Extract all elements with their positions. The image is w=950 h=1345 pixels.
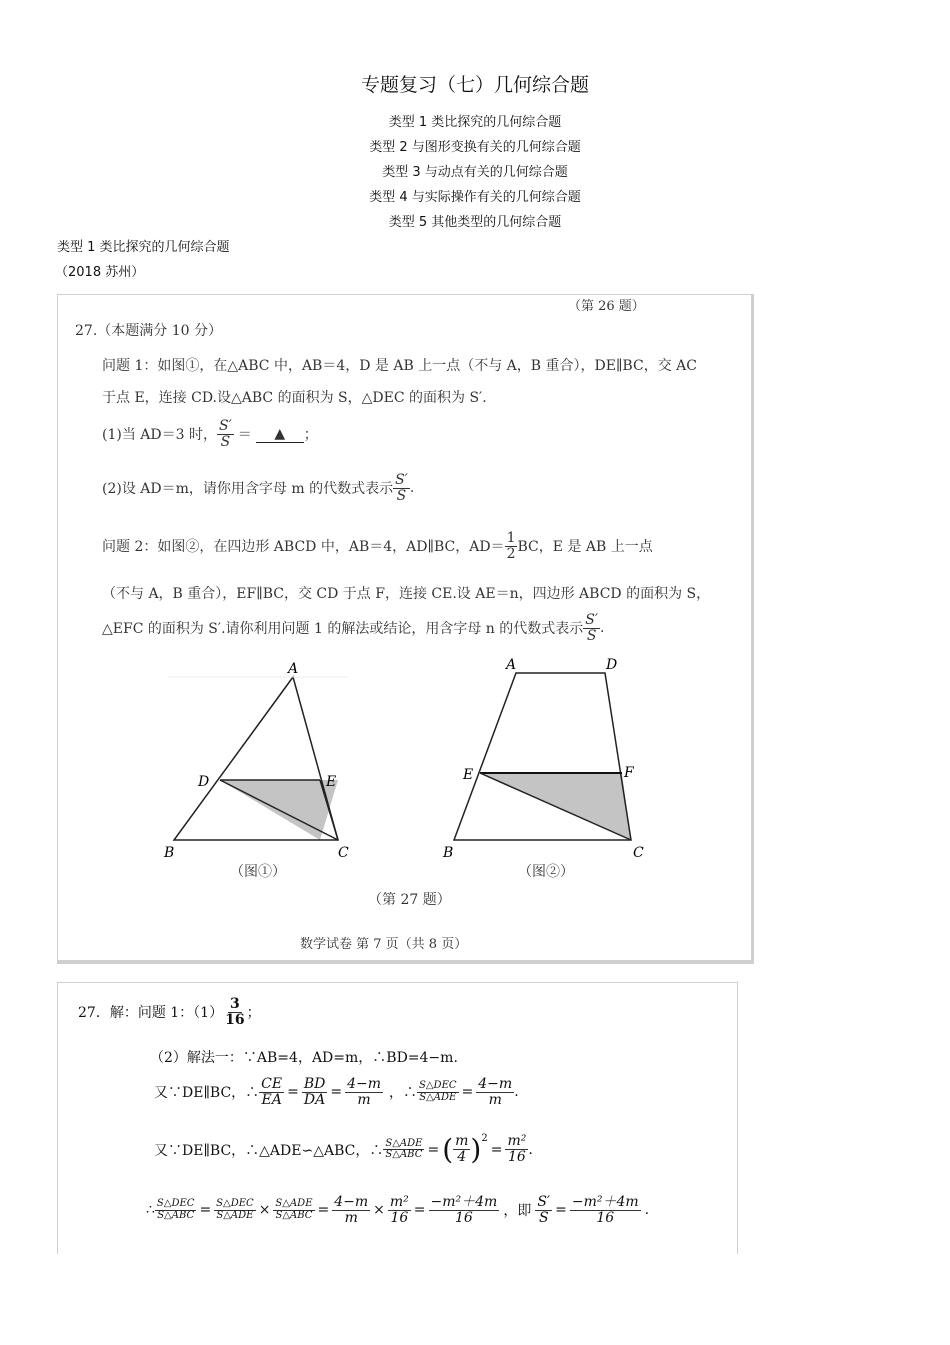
sprime-over-s: [535, 1195, 552, 1225]
denominator: EA: [261, 1091, 282, 1108]
p2-text-b: BC，E 是 AB 上一点: [517, 539, 653, 556]
m-over-4: [453, 1134, 470, 1164]
question-header: 27.（本题满分 10 分）: [75, 323, 222, 339]
toc-item-4: 类型 4 与实际操作有关的几何综合题: [369, 190, 581, 205]
solution-line-4: [154, 1133, 533, 1166]
equals: =: [413, 1202, 426, 1219]
page-footer: 数学试卷 第 7 页（共 8 页）: [300, 937, 468, 952]
numerator: m: [455, 1133, 469, 1150]
problem2-line2: （不与 A，B 重合），EF∥BC，交 CD 于点 F，连接 CE.设 AE＝n，四边形 ABCD 的面积为 S，: [102, 586, 711, 602]
denominator: 16: [455, 1209, 473, 1226]
equals: =: [330, 1084, 343, 1101]
denominator: S△ADE: [419, 1091, 457, 1103]
denominator: S△ADE: [216, 1209, 254, 1221]
q2-text: (2)设 AD＝m，请你用含字母 m 的代数式表示: [102, 481, 394, 498]
result-fraction: [429, 1195, 500, 1225]
denominator: S: [396, 487, 407, 504]
denominator: DA: [303, 1091, 326, 1108]
bd-over-da: [302, 1077, 328, 1107]
figure-label: （第 27 题）: [368, 892, 451, 908]
label-c: C: [338, 845, 349, 861]
exponent: 2: [481, 1133, 488, 1144]
solution-line-2: （2）解法一：∵AB=4，AD=m，∴BD=4−m.: [150, 1050, 458, 1066]
sade-over-sabc: [383, 1139, 424, 1161]
problem1-line1: 问题 1：如图①，在△ABC 中，AB＝4，D 是 AB 上一点（不与 A，B 重合），DE∥BC，交 AC: [102, 358, 697, 374]
left-paren: (: [442, 1133, 454, 1166]
numerator: S′: [537, 1194, 551, 1210]
denominator: 16: [225, 1011, 245, 1028]
figures-svg: [58, 295, 755, 965]
ce-over-ea: [259, 1077, 284, 1107]
figure-2-caption: （图②）: [518, 864, 574, 880]
period: .: [528, 1141, 533, 1158]
equals: =: [555, 1202, 567, 1219]
label-d: D: [198, 774, 210, 790]
denominator: S: [586, 627, 597, 644]
sdec-over-sade: [417, 1081, 459, 1103]
equals: =: [287, 1084, 299, 1101]
p2-text-a: 问题 2：如图②，在四边形 ABCD 中，AB＝4，AD∥BC，AD＝: [102, 539, 505, 556]
l4-text: 又∵DE∥BC，∴△ADE∽△ABC，∴: [154, 1142, 384, 1159]
problem1-line2: 于点 E，连接 CD.设△ABC 的面积为 S，△DEC 的面积为 S′.: [102, 390, 487, 406]
p2-end: .: [600, 620, 605, 637]
numerator: CE: [261, 1076, 283, 1092]
namely: ，即: [503, 1203, 532, 1220]
q2-end: .: [409, 480, 415, 497]
label-a: A: [506, 657, 517, 673]
equals: =: [199, 1202, 212, 1219]
label-f: F: [624, 765, 634, 781]
figure-2: [442, 657, 644, 861]
numerator: 4−m: [347, 1076, 382, 1092]
label-a: A: [288, 661, 299, 677]
sol-end: ；: [246, 1005, 261, 1022]
denominator: S△ABC: [275, 1209, 313, 1221]
answer-blank: ▲: [256, 426, 304, 443]
exam-problem-panel: [57, 294, 754, 964]
source-label: （2018 苏州）: [55, 265, 145, 280]
solution-panel: [57, 982, 738, 1254]
label-e: E: [463, 767, 474, 783]
figure-1-caption: （图①）: [230, 864, 286, 880]
denominator: 16: [507, 1149, 526, 1165]
denominator: 16: [390, 1209, 409, 1226]
denominator: S: [220, 433, 231, 450]
problem1-q1: (1)当 AD＝3 时， $\frac{S'}{S}$ ＝ ▲ ；: [102, 418, 318, 450]
equals: =: [490, 1141, 503, 1158]
period: .: [644, 1202, 650, 1219]
sdec-over-sabc: [155, 1199, 197, 1221]
numerator: S△DEC: [419, 1080, 457, 1092]
four-minus-m-over-m: [345, 1077, 383, 1107]
m2-over-16: [388, 1195, 411, 1225]
numerator: S△ADE: [385, 1137, 423, 1149]
label-c: C: [633, 845, 644, 861]
label-e: E: [326, 774, 337, 790]
solution-line-1: [78, 997, 261, 1027]
sol-intro: 27．解：问题 1：（1）: [78, 1005, 224, 1022]
therefore: ，∴: [389, 1085, 418, 1102]
q1-end: ；: [303, 427, 318, 444]
numerator: S△DEC: [216, 1198, 254, 1210]
numerator: 4−m: [478, 1076, 513, 1092]
label-d: D: [606, 657, 618, 673]
four-minus-m-over-m: [476, 1077, 514, 1107]
numerator: S△ADE: [275, 1198, 313, 1210]
prev-question-label: （第 26 题）: [568, 299, 645, 314]
denominator: S△ABC: [385, 1149, 423, 1160]
denominator: S: [538, 1209, 549, 1226]
numerator: m²: [389, 1194, 409, 1210]
numerator: 4−m: [334, 1194, 369, 1210]
toc-item-2: 类型 2 与图形变换有关的几何综合题: [369, 140, 581, 155]
numerator: S′: [585, 612, 599, 628]
denominator: 16: [596, 1209, 615, 1226]
label-b: B: [164, 845, 175, 861]
l3-text: 又∵DE∥BC，∴: [154, 1085, 260, 1102]
times: ×: [258, 1202, 271, 1219]
numerator: 1: [506, 530, 516, 546]
numerator: S′: [218, 418, 232, 434]
solution-line-3: [154, 1077, 519, 1107]
solution-line-5: [146, 1195, 649, 1225]
page-title: 专题复习（七）几何综合题: [360, 74, 589, 96]
section-heading: 类型 1 类比探究的几何综合题: [57, 240, 230, 255]
denominator: m: [344, 1209, 358, 1226]
numerator: BD: [303, 1076, 326, 1092]
denominator: 2: [506, 545, 516, 562]
numerator: m²: [507, 1133, 527, 1150]
m2-over-16: [505, 1134, 528, 1164]
numerator: S′: [395, 472, 408, 488]
three-sixteenths: [223, 997, 246, 1027]
toc-item-5: 类型 5 其他类型的几何综合题: [388, 215, 562, 230]
denominator: 4: [457, 1149, 467, 1165]
equals: =: [427, 1141, 440, 1158]
denominator: m: [357, 1091, 371, 1108]
numerator: 3: [229, 996, 240, 1012]
numerator: −m²＋4m: [571, 1194, 639, 1210]
denominator: m: [488, 1091, 502, 1108]
equals: =: [461, 1084, 474, 1101]
period: .: [514, 1084, 519, 1101]
q1-text: (1)当 AD＝3 时，: [102, 427, 217, 444]
toc-item-3: 类型 3 与动点有关的几何综合题: [382, 165, 568, 180]
final-fraction: [570, 1195, 641, 1225]
equals: =: [317, 1202, 330, 1219]
p2-text-c: △EFC 的面积为 S′.请你利用问题 1 的解法或结论，用含字母 n 的代数式表示: [102, 621, 584, 638]
numerator: −m²＋4m: [430, 1194, 498, 1210]
sdec-over-sade: [214, 1199, 256, 1221]
times: ×: [373, 1202, 385, 1219]
sade-over-sabc: [273, 1199, 314, 1221]
figure-1: [163, 661, 349, 861]
toc-item-1: 类型 1 类比探究的几何综合题: [388, 115, 562, 130]
four-minus-m-over-m: [332, 1195, 370, 1225]
numerator: S△DEC: [156, 1198, 195, 1210]
therefore: ∴: [146, 1202, 155, 1219]
denominator: S△ABC: [157, 1209, 195, 1221]
label-b: B: [443, 845, 454, 861]
right-paren: ): [470, 1133, 482, 1166]
